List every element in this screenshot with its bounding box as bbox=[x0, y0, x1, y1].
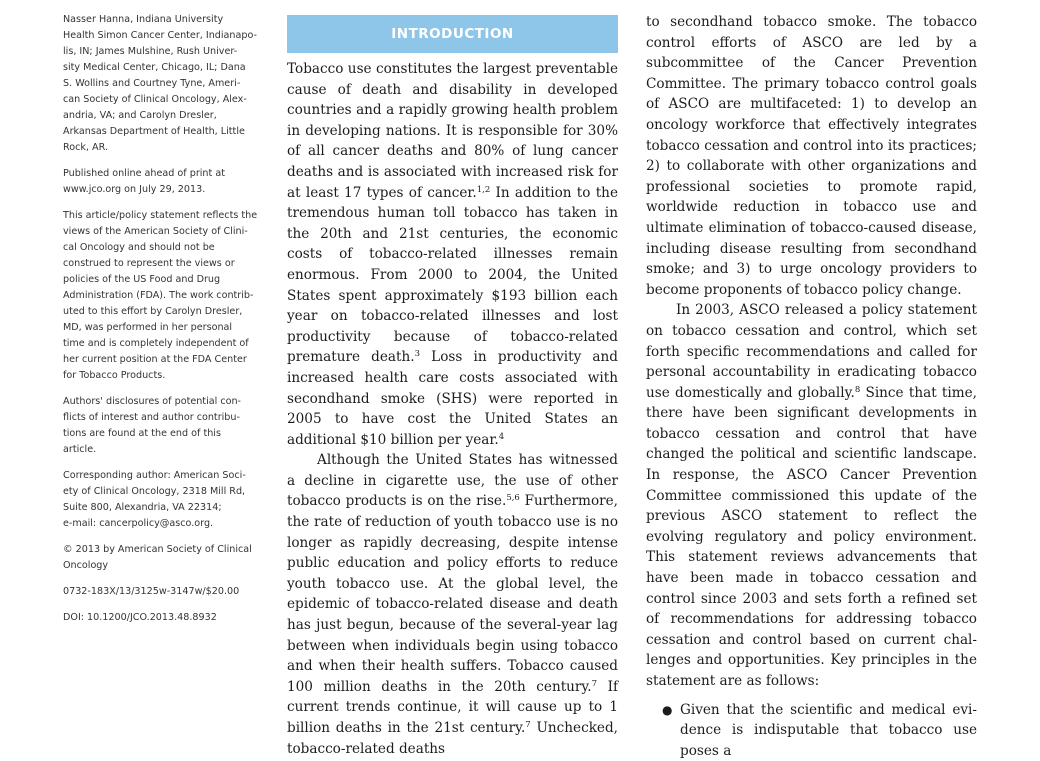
main-column-left bbox=[287, 12, 618, 759]
citation-ref: 7 bbox=[525, 720, 531, 730]
body-paragraph-policy: In 2003, ASCO released a policy statement on tobacco cessation and control, which set forth specific recommendations and called for personal accountability in eradicating tobacco use domestically and globally.$^8$ Since that time, there have been significant developments in tobacco cessation and control that have changed the political and scientific landscape. In response, the ASCO Cancer Prevention Committee commissioned this update of the previous ASCO statement to reflect the evolving regulatory and policy environment. This statement reviews advancements that have been made in tobacco cessation and control since 2003 and sets forth a refined set of recommendations for addressing tobacco cessation and control based on current challenges and opportunities. Key principles in the statement are as follows: bbox=[646, 302, 977, 689]
bullet-icon: ● bbox=[662, 702, 673, 717]
doi: DOI: 10.1200/JCO.2013.48.8932 bbox=[63, 612, 217, 623]
citation-ref: 7 bbox=[591, 678, 598, 689]
body-paragraph-continued: to secondhand tobacco smoke. The tobacco control efforts of ASCO are led by a subcommittee of the Cancer Prevention Committee. The primary tobacco control goals of ASCO are multifaceted: 1) to develop an oncology workforce that effectively integrates tobacco cessation and control into its practices; 2) to collaborate with other organizations and professional societies to promote rapid, worldwide reduction in tobacco use and ultimate elimination of tobacco-caused disease, including disease resulting from secondhand smoke; and 3) to urge oncology providers to become proponents of tobacco policy change. bbox=[646, 14, 977, 298]
section-heading: INTRODUCTION bbox=[391, 25, 514, 42]
intro-paragraph-1: Tobacco use constitutes the largest preventable cause of death and disability in developed countries and a rapidly growing health problem in developing nations. It is responsible for 30% of all cancer deaths and 80% of lung cancer deaths and is associated with increased risk for at least 17 types of cancer.$^{1,2}$ In addition to the tremendous human toll tobacco has taken in the 20th and 21st centuries, the economic costs of tobacco-related illnesses remain enormous. From 2000 to 2004, the United States spent approximately $193 billion each year on tobacco-related illnesses and lost productivity because of tobacco-related premature death.$^3$ Loss in productivity and increased health care costs associated with secondhand smoke (SHS) were reported in 2005 to have cost the United States an additional $10 billion per year.$^4$ bbox=[287, 61, 618, 448]
citation-ref: 5,6 bbox=[506, 493, 520, 504]
copyright-notice: © 2013 by American Society of Clinical Oncology bbox=[63, 544, 252, 571]
citation-ref: 1,2 bbox=[476, 184, 491, 195]
fda-disclaimer: This article/policy statement reflects the views of the American Society of Clini- cal Oncology and should not be construed to represent the views or policies of the US Food and Drug Administration (FDA). The work contrib- uted to this effort by Carolyn Dresler, MD, was performed in her personal time and is completely independent of her current position at the FDA Center for Tobacco Products. bbox=[63, 210, 258, 381]
issn-code: 0732-183X/13/3125w-3147w/$20.00 bbox=[63, 586, 240, 597]
key-principles-list bbox=[646, 700, 977, 761]
corresponding-author: Corresponding author: American Soci- ety of Clinical Oncology, 2318 Mill Rd, Suite 800, Alexandria, VA 22314; e-mail: cancerpolicy@asco.org. bbox=[63, 470, 246, 529]
introduction-heading-bar bbox=[287, 15, 618, 53]
citation-ref: 8 bbox=[854, 384, 861, 395]
list-item: ● Given that the scientific and medical evidence is indisputable that tobacco use poses a bbox=[662, 701, 977, 759]
citation-ref: 3 bbox=[414, 349, 420, 360]
main-column-right bbox=[646, 12, 977, 761]
citation-ref: 4 bbox=[498, 431, 505, 442]
disclosures-note: Authors' disclosures of potential con- flicts of interest and author contribu- tions are found at the end of this article. bbox=[63, 396, 242, 455]
author-affiliations: Nasser Hanna, Indiana University Health Simon Cancer Center, Indianapo- lis, IN; James Mulshine, Rush Univer- sity Medical Center, Chicago, IL; Dana S. Wollins and Courtney Tyne, Ameri- can Society of Clinical Oncology, Alex- andria, VA; and Carolyn Dresler, Arkansas Department of Health, Little Rock, AR. bbox=[63, 14, 257, 153]
author-info-sidebar bbox=[63, 12, 259, 636]
intro-paragraph-2: Although the United States has witnessed a decline in cigarette use, the use of other tobacco products is on the rise.$^{5,6}$ Furthermore, the rate of reduction of youth tobacco use is no longer as rapidly decreasing, despite intense public education and policy efforts to reduce youth tobacco use. At the global level, the epidemic of tobacco-related disease and death has just begun, because of the several-year lag between when individuals begin using tobacco and when their health suffers. Tobacco caused 100 million deaths in the 20th century.$^7$ If current trends continue, it will cause up to 1 billion deaths in the 21st century.$^7$ Unchecked, tobacco-related deaths bbox=[287, 452, 618, 757]
publication-note: Published online ahead of print at www.jco.org on July 29, 2013. bbox=[63, 168, 225, 195]
